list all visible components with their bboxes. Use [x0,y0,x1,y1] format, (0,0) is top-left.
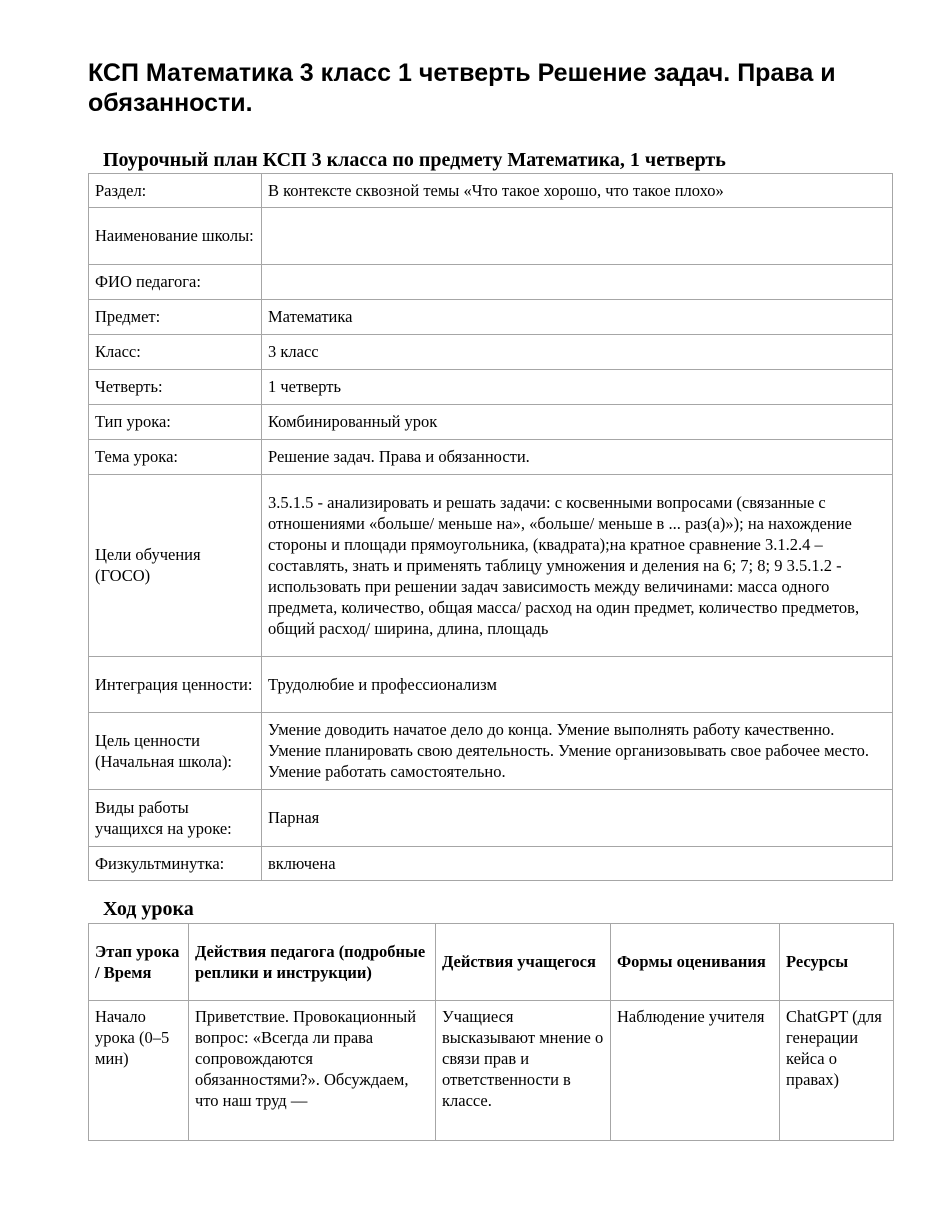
row-value: Трудолюбие и профессионализм [262,657,893,713]
lesson-info-table [88,173,893,881]
row-label: Цели обучения (ГОСО) [89,475,262,657]
table-row [89,300,893,335]
row-value: Умение доводить начатое дело до конца. Умение выполнять работу качественно. Умение планировать свою деятельность. Умение организовывать свое рабочее место. Умение работать самостоятельно. [262,713,893,790]
cell-resources: ChatGPT (для генерации кейса о правах) [780,1001,894,1141]
row-label: Раздел: [89,174,262,208]
table-row [89,440,893,475]
row-value [262,208,893,265]
row-label: ФИО педагога: [89,265,262,300]
lesson-flow-table [88,923,894,1141]
row-value: Математика [262,300,893,335]
row-label: Цель ценности (Начальная школа): [89,713,262,790]
column-header-resources: Ресурсы [780,924,894,1001]
table-row [89,335,893,370]
table-row [89,174,893,208]
row-label: Тема урока: [89,440,262,475]
row-value: Комбинированный урок [262,405,893,440]
table-row [89,847,893,881]
row-value: 1 четверть [262,370,893,405]
row-value: Решение задач. Права и обязанности. [262,440,893,475]
column-header-student-actions: Действия учащегося [436,924,611,1001]
table-row [89,713,893,790]
row-label: Виды работы учащихся на уроке: [89,790,262,847]
cell-student-actions: Учащиеся высказывают мнение о связи прав и ответственности в классе. [436,1001,611,1141]
table-row [89,208,893,265]
row-label: Наименование школы: [89,208,262,265]
row-value: В контексте сквозной темы «Что такое хорошо, что такое плохо» [262,174,893,208]
column-header-teacher-actions: Действия педагога (подробные реплики и инструкции) [189,924,436,1001]
table-header-row [89,924,894,1001]
cell-assessment: Наблюдение учителя [611,1001,780,1141]
row-value: включена [262,847,893,881]
row-value: 3 класс [262,335,893,370]
column-header-assessment: Формы оценивания [611,924,780,1001]
plan-heading: Поурочный план КСП 3 класса по предмету Математика, 1 четверть [103,149,726,171]
document-title: КСП Математика 3 класс 1 четверть Решение задач. Права и обязанности. [88,59,836,117]
cell-teacher-actions: Приветствие. Провокационный вопрос: «Всегда ли права сопровождаются обязанностями?». Обсуждаем, что наш труд — [189,1001,436,1141]
row-label: Тип урока: [89,405,262,440]
document-page [88,58,893,1141]
lesson-heading: Ход урока [103,898,194,920]
table-row [89,657,893,713]
table-row [89,475,893,657]
row-label: Интеграция ценности: [89,657,262,713]
table-row [89,790,893,847]
column-header-stage: Этап урока / Время [89,924,189,1001]
table-row [89,1001,894,1141]
row-label: Класс: [89,335,262,370]
table-row [89,265,893,300]
row-value [262,265,893,300]
row-label: Предмет: [89,300,262,335]
table-row [89,370,893,405]
table-row [89,405,893,440]
row-label: Физкультминутка: [89,847,262,881]
row-label: Четверть: [89,370,262,405]
row-value: Парная [262,790,893,847]
row-value: 3.5.1.5 - анализировать и решать задачи: с косвенными вопросами (связанные с отношениями «больше/ меньше на», «больше/ меньше в ... раз(а)»); на нахождение стороны и площади прямоугольника, (квадрата);на кратное сравнение 3.1.2.4 – составлять, знать и применять таблицу умножения и деления на 6; 7; 8; 9 3.5.1.2 - использовать при решении задач зависимость между величинами: масса одного предмета, количество, общая масса/ расход на один предмет, количество предметов, общий расход/ ширина, длина, площадь [262,475,893,657]
cell-stage: Начало урока (0–5 мин) [89,1001,189,1141]
